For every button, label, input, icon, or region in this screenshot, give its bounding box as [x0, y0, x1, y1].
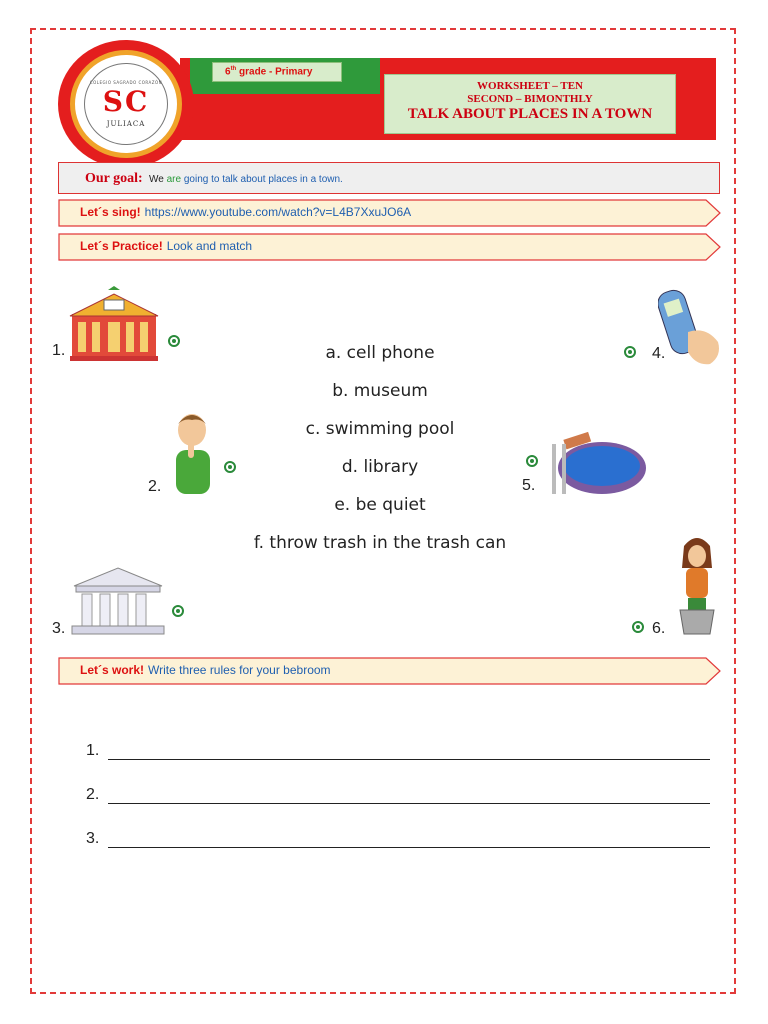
- option-e: e. be quiet: [334, 495, 426, 515]
- match-number-2: 2.: [148, 478, 162, 495]
- line-rule: [108, 803, 710, 804]
- option-d: d. library: [341, 457, 419, 477]
- goal-text: We are going to talk about places in a town.: [149, 174, 343, 185]
- match-number-6: 6.: [652, 620, 666, 637]
- school-logo: [58, 40, 194, 168]
- work-label: Let´s work!: [80, 663, 145, 677]
- sing-link[interactable]: https://www.youtube.com/watch?v=L4B7XxuJO6A: [144, 205, 412, 219]
- worksheet-number: WORKSHEET – TEN: [477, 80, 583, 92]
- line-rule: [108, 847, 710, 848]
- worksheet-topic: TALK ABOUT PLACES IN A TOWN: [407, 106, 653, 122]
- line-number-3: 3.: [86, 830, 100, 847]
- logo-city: JULIACA: [106, 120, 146, 128]
- sing-label: Let´s sing!: [80, 205, 141, 219]
- line-number-2: 2.: [86, 786, 100, 803]
- match-dot-1[interactable]: [168, 335, 180, 347]
- writing-line-3[interactable]: [86, 830, 710, 854]
- swimming-pool-picture: [546, 430, 648, 498]
- line-number-1: 1.: [86, 742, 100, 759]
- match-number-3: 3.: [52, 620, 66, 637]
- cell-phone-picture: [658, 286, 724, 368]
- grade-label: 6th grade - Primary: [212, 62, 342, 82]
- work-banner: [58, 657, 722, 685]
- match-dot-2[interactable]: [224, 461, 236, 473]
- logo-letters: SC: [102, 85, 150, 118]
- girl-trash-picture: [676, 536, 718, 636]
- match-number-5: 5.: [522, 477, 536, 494]
- practice-banner: [58, 233, 722, 261]
- match-number-1: 1.: [52, 342, 66, 359]
- quiet-boy-picture: [166, 410, 220, 496]
- museum-picture: [68, 286, 160, 362]
- match-dot-3[interactable]: [172, 605, 184, 617]
- practice-label: Let´s Practice!: [80, 239, 163, 253]
- option-c: c. swimming pool: [305, 419, 455, 439]
- option-a: a. cell phone: [325, 343, 435, 363]
- goal-label: Our goal:: [85, 171, 143, 186]
- match-dot-4[interactable]: [624, 346, 636, 358]
- logo-arc-text: COLEGIO SAGRADO CORAZÓN: [89, 80, 163, 85]
- work-instruction: Write three rules for your bebroom: [148, 663, 331, 677]
- match-dot-6[interactable]: [632, 621, 644, 633]
- writing-line-1[interactable]: [86, 742, 710, 766]
- goal-banner: [58, 162, 720, 194]
- match-number-4: 4.: [652, 345, 666, 362]
- bimonthly-label: SECOND – BIMONTHLY: [467, 93, 593, 105]
- option-f: f. throw trash in the trash can: [253, 533, 507, 553]
- match-dot-5[interactable]: [526, 455, 538, 467]
- line-rule: [108, 759, 710, 760]
- library-picture: [70, 564, 166, 636]
- writing-line-2[interactable]: [86, 786, 710, 810]
- worksheet-title-box: [384, 74, 676, 134]
- option-b: b. museum: [332, 381, 428, 401]
- practice-instruction: Look and match: [166, 239, 253, 253]
- sing-banner: [58, 199, 722, 227]
